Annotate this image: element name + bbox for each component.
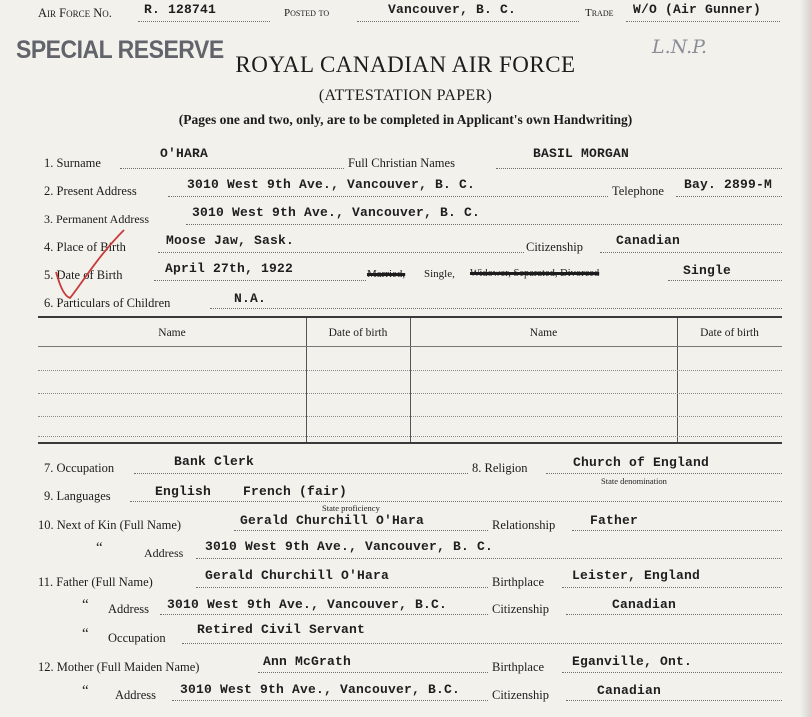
- present-address-label: 2. Present Address: [44, 184, 137, 198]
- surname-label: 1. Surname: [44, 156, 101, 170]
- father-birthplace-label: Birthplace: [492, 575, 545, 589]
- table-header-name-2: Name: [529, 327, 558, 339]
- father-label: 11. Father (Full Name): [38, 575, 153, 589]
- mother-address-label: Address: [115, 688, 156, 702]
- languages-value: English French (fair): [155, 484, 348, 499]
- christian-names-label: Full Christian Names: [348, 156, 455, 170]
- table-header-name-1: Name: [158, 327, 186, 339]
- languages-label: 9. Languages: [44, 489, 111, 503]
- father-address-label: Address: [108, 602, 149, 616]
- occupation-value: Bank Clerk: [174, 454, 255, 469]
- place-of-birth-label: 4. Place of Birth: [44, 240, 126, 254]
- posted-to-value: Vancouver, B. C.: [388, 2, 517, 17]
- father-occupation-label: Occupation: [108, 631, 166, 645]
- mother-birthplace-label: Birthplace: [492, 660, 545, 674]
- children-value: N.A.: [234, 291, 267, 306]
- father-occupation-value: Retired Civil Servant: [197, 622, 366, 637]
- citizenship-label: Citizenship: [526, 240, 583, 254]
- nok-address-value: 3010 West 9th Ave., Vancouver, B. C.: [205, 539, 494, 554]
- special-reserve-stamp: SPECIAL RESERVE: [16, 34, 224, 64]
- mother-birthplace-value: Eganville, Ont.: [572, 654, 693, 669]
- father-birthplace-value: Leister, England: [572, 568, 701, 583]
- place-of-birth-value: Moose Jaw, Sask.: [166, 233, 295, 248]
- mother-label: 12. Mother (Full Maiden Name): [38, 660, 200, 674]
- marital-status-value: Single: [683, 263, 732, 278]
- nok-address-label: Address: [144, 546, 184, 560]
- permanent-address-value: 3010 West 9th Ave., Vancouver, B. C.: [192, 205, 481, 220]
- citizenship-value: Canadian: [616, 233, 681, 248]
- mother-citizenship-value: Canadian: [597, 683, 662, 698]
- red-check-mark-icon: [50, 226, 130, 302]
- occupation-label: 7. Occupation: [44, 461, 115, 475]
- next-of-kin-label: 10. Next of Kin (Full Name): [38, 518, 182, 532]
- posted-to-label: Posted to: [284, 7, 330, 19]
- religion-value: Church of England: [573, 455, 710, 470]
- ditto-mark-1: “: [96, 540, 103, 556]
- page-title: ROYAL CANADIAN AIR FORCE: [235, 52, 576, 77]
- table-header-dob-2: Date of birth: [700, 327, 759, 339]
- instructions: (Pages one and two, only, are to be completed in Applicant's own Handwriting): [178, 112, 633, 127]
- telephone-value: Bay. 2899-M: [684, 177, 773, 192]
- marital-single-label: Single,: [424, 268, 455, 280]
- relationship-label: Relationship: [492, 518, 556, 532]
- children-label: 6. Particulars of Children: [44, 296, 171, 310]
- handwritten-initials: L.N.P.: [652, 36, 708, 58]
- mother-citizenship-label: Citizenship: [492, 688, 549, 702]
- religion-label: 8. Religion: [472, 461, 528, 475]
- air-force-no-label: Air Force No.: [38, 6, 112, 20]
- present-address-value: 3010 West 9th Ave., Vancouver, B. C.: [187, 177, 476, 192]
- ditto-mark-4: “: [82, 683, 89, 699]
- religion-note: State denomination: [601, 476, 667, 486]
- father-address-value: 3010 West 9th Ave., Vancouver, B.C.: [167, 597, 448, 612]
- next-of-kin-value: Gerald Churchill O'Hara: [240, 513, 425, 528]
- ditto-mark-2: “: [82, 597, 89, 613]
- languages-note: State proficiency: [322, 503, 380, 513]
- father-value: Gerald Churchill O'Hara: [205, 568, 390, 583]
- father-citizenship-label: Citizenship: [492, 602, 549, 616]
- mother-value: Ann McGrath: [263, 654, 352, 669]
- date-of-birth-label: 5. Date of Birth: [44, 268, 123, 282]
- date-of-birth-value: April 27th, 1922: [165, 261, 294, 276]
- relationship-value: Father: [590, 513, 639, 528]
- marital-struck-others: Widower, Separated, Divorced: [470, 268, 600, 279]
- ditto-mark-3: “: [82, 626, 89, 642]
- marital-struck-married: Married,: [367, 268, 406, 280]
- mother-address-value: 3010 West 9th Ave., Vancouver, B.C.: [180, 682, 461, 697]
- table-header-dob-1: Date of birth: [328, 327, 388, 339]
- air-force-no-value: R. 128741: [144, 2, 217, 17]
- trade-label: Trade: [585, 7, 614, 19]
- trade-value: W/O (Air Gunner): [633, 2, 762, 17]
- page-subtitle: (ATTESTATION PAPER): [318, 87, 493, 104]
- surname-value: O'HARA: [160, 146, 209, 161]
- telephone-label: Telephone: [612, 184, 664, 198]
- father-citizenship-value: Canadian: [612, 597, 677, 612]
- christian-names-value: BASIL MORGAN: [533, 146, 630, 161]
- permanent-address-label: 3. Permanent Address: [44, 212, 149, 226]
